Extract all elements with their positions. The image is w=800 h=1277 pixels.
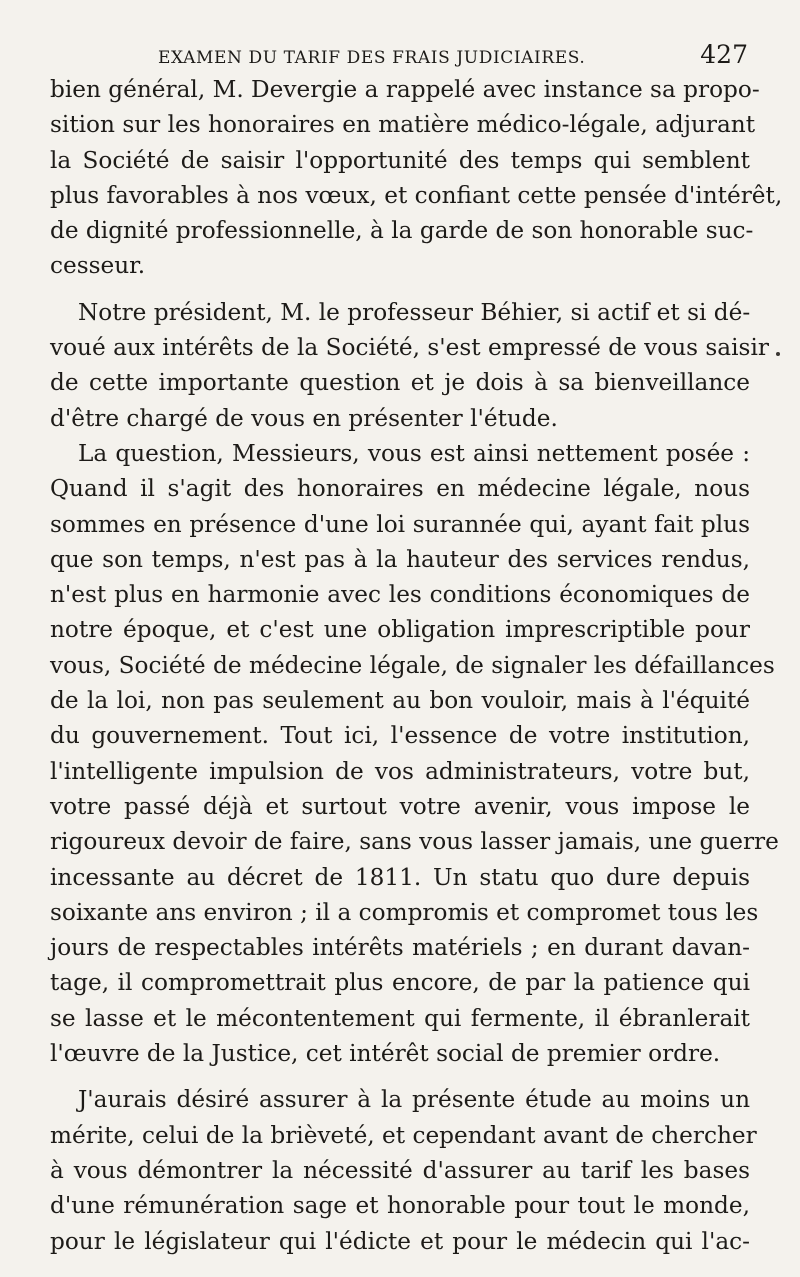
page-number: 427 [700,40,748,69]
text-line: se lasse et le mécontentement qui fermente, il ébranlerait [50,1004,750,1032]
text-line: jours de respectables intérêts matériels ; en durant davan- [50,934,750,962]
text-line: sommes en présence d'une loi surannée qui, ayant fait plus [50,510,750,538]
text-line: plus favorables à nos vœux, et confiant cette pensée d'intérêt, [50,181,783,209]
text-line: vous, Société de médecine légale, de signaler les défaillances [50,651,775,679]
text-line: à vous démontrer la nécessité d'assurer au tarif les bases [50,1156,750,1184]
ink-speck [776,352,780,356]
text-line: l'œuvre de la Justice, cet intérêt social de premier ordre. [50,1040,721,1068]
text-line: soixante ans environ ; il a compromis et compromet tous les [50,898,759,926]
text-line: bien général, M. Devergie a rappelé avec instance sa propo- [50,76,760,103]
text-line: de la loi, non pas seulement au bon vouloir, mais à l'équité [50,687,750,715]
text-line: sition sur les honoraires en matière médico-légale, adjurant [50,111,756,139]
text-line: la Société de saisir l'opportunité des temps qui semblent [50,146,750,174]
text-line: que son temps, n'est pas à la hauteur des services rendus, [50,545,750,573]
text-line: pour le législateur qui l'édicte et pour le médecin qui l'ac- [50,1227,750,1255]
text-line: voué aux intérêts de la Société, s'est empressé de vous saisir [50,334,769,362]
text-line: d'une rémunération sage et honorable pour tout le monde, [50,1192,750,1220]
text-line: cesseur. [50,252,146,280]
text-line: d'être chargé de vous en présenter l'étude. [50,404,558,432]
text-line: Quand il s'agit des honoraires en médecine légale, nous [50,475,750,503]
text-line: notre époque, et c'est une obligation imprescriptible pour [50,616,750,644]
text-line: n'est plus en harmonie avec les conditions économiques de [50,581,750,609]
text-line: Notre président, M. le professeur Béhier, si actif et si dé- [78,298,751,326]
text-line: de dignité professionnelle, à la garde de son honorable suc- [50,217,754,245]
body-text [50,72,783,1259]
text-line: J'aurais désiré assurer à la présente étude au moins un [78,1086,750,1114]
text-line: La question, Messieurs, vous est ainsi nettement posée : [78,439,750,467]
text-line: tage, il compromettrait plus encore, de par la patience qui [50,969,750,997]
text-line: du gouvernement. Tout ici, l'essence de votre institution, [50,722,750,750]
text-line: votre passé déjà et surtout votre avenir, vous impose le [50,792,750,820]
text-line: de cette importante question et je dois à sa bienveillance [50,369,750,397]
text-line: l'intelligente impulsion de vos administrateurs, votre but, [50,757,750,785]
running-head-title: EXAMEN DU TARIF DES FRAIS JUDICIAIRES. [158,48,586,68]
text-line: incessante au décret de 1811. Un statu quo dure depuis [50,863,750,891]
text-line: rigoureux devoir de faire, sans vous lasser jamais, une guerre [50,828,779,856]
text-line: mérite, celui de la brièveté, et cependant avant de chercher [50,1121,757,1149]
